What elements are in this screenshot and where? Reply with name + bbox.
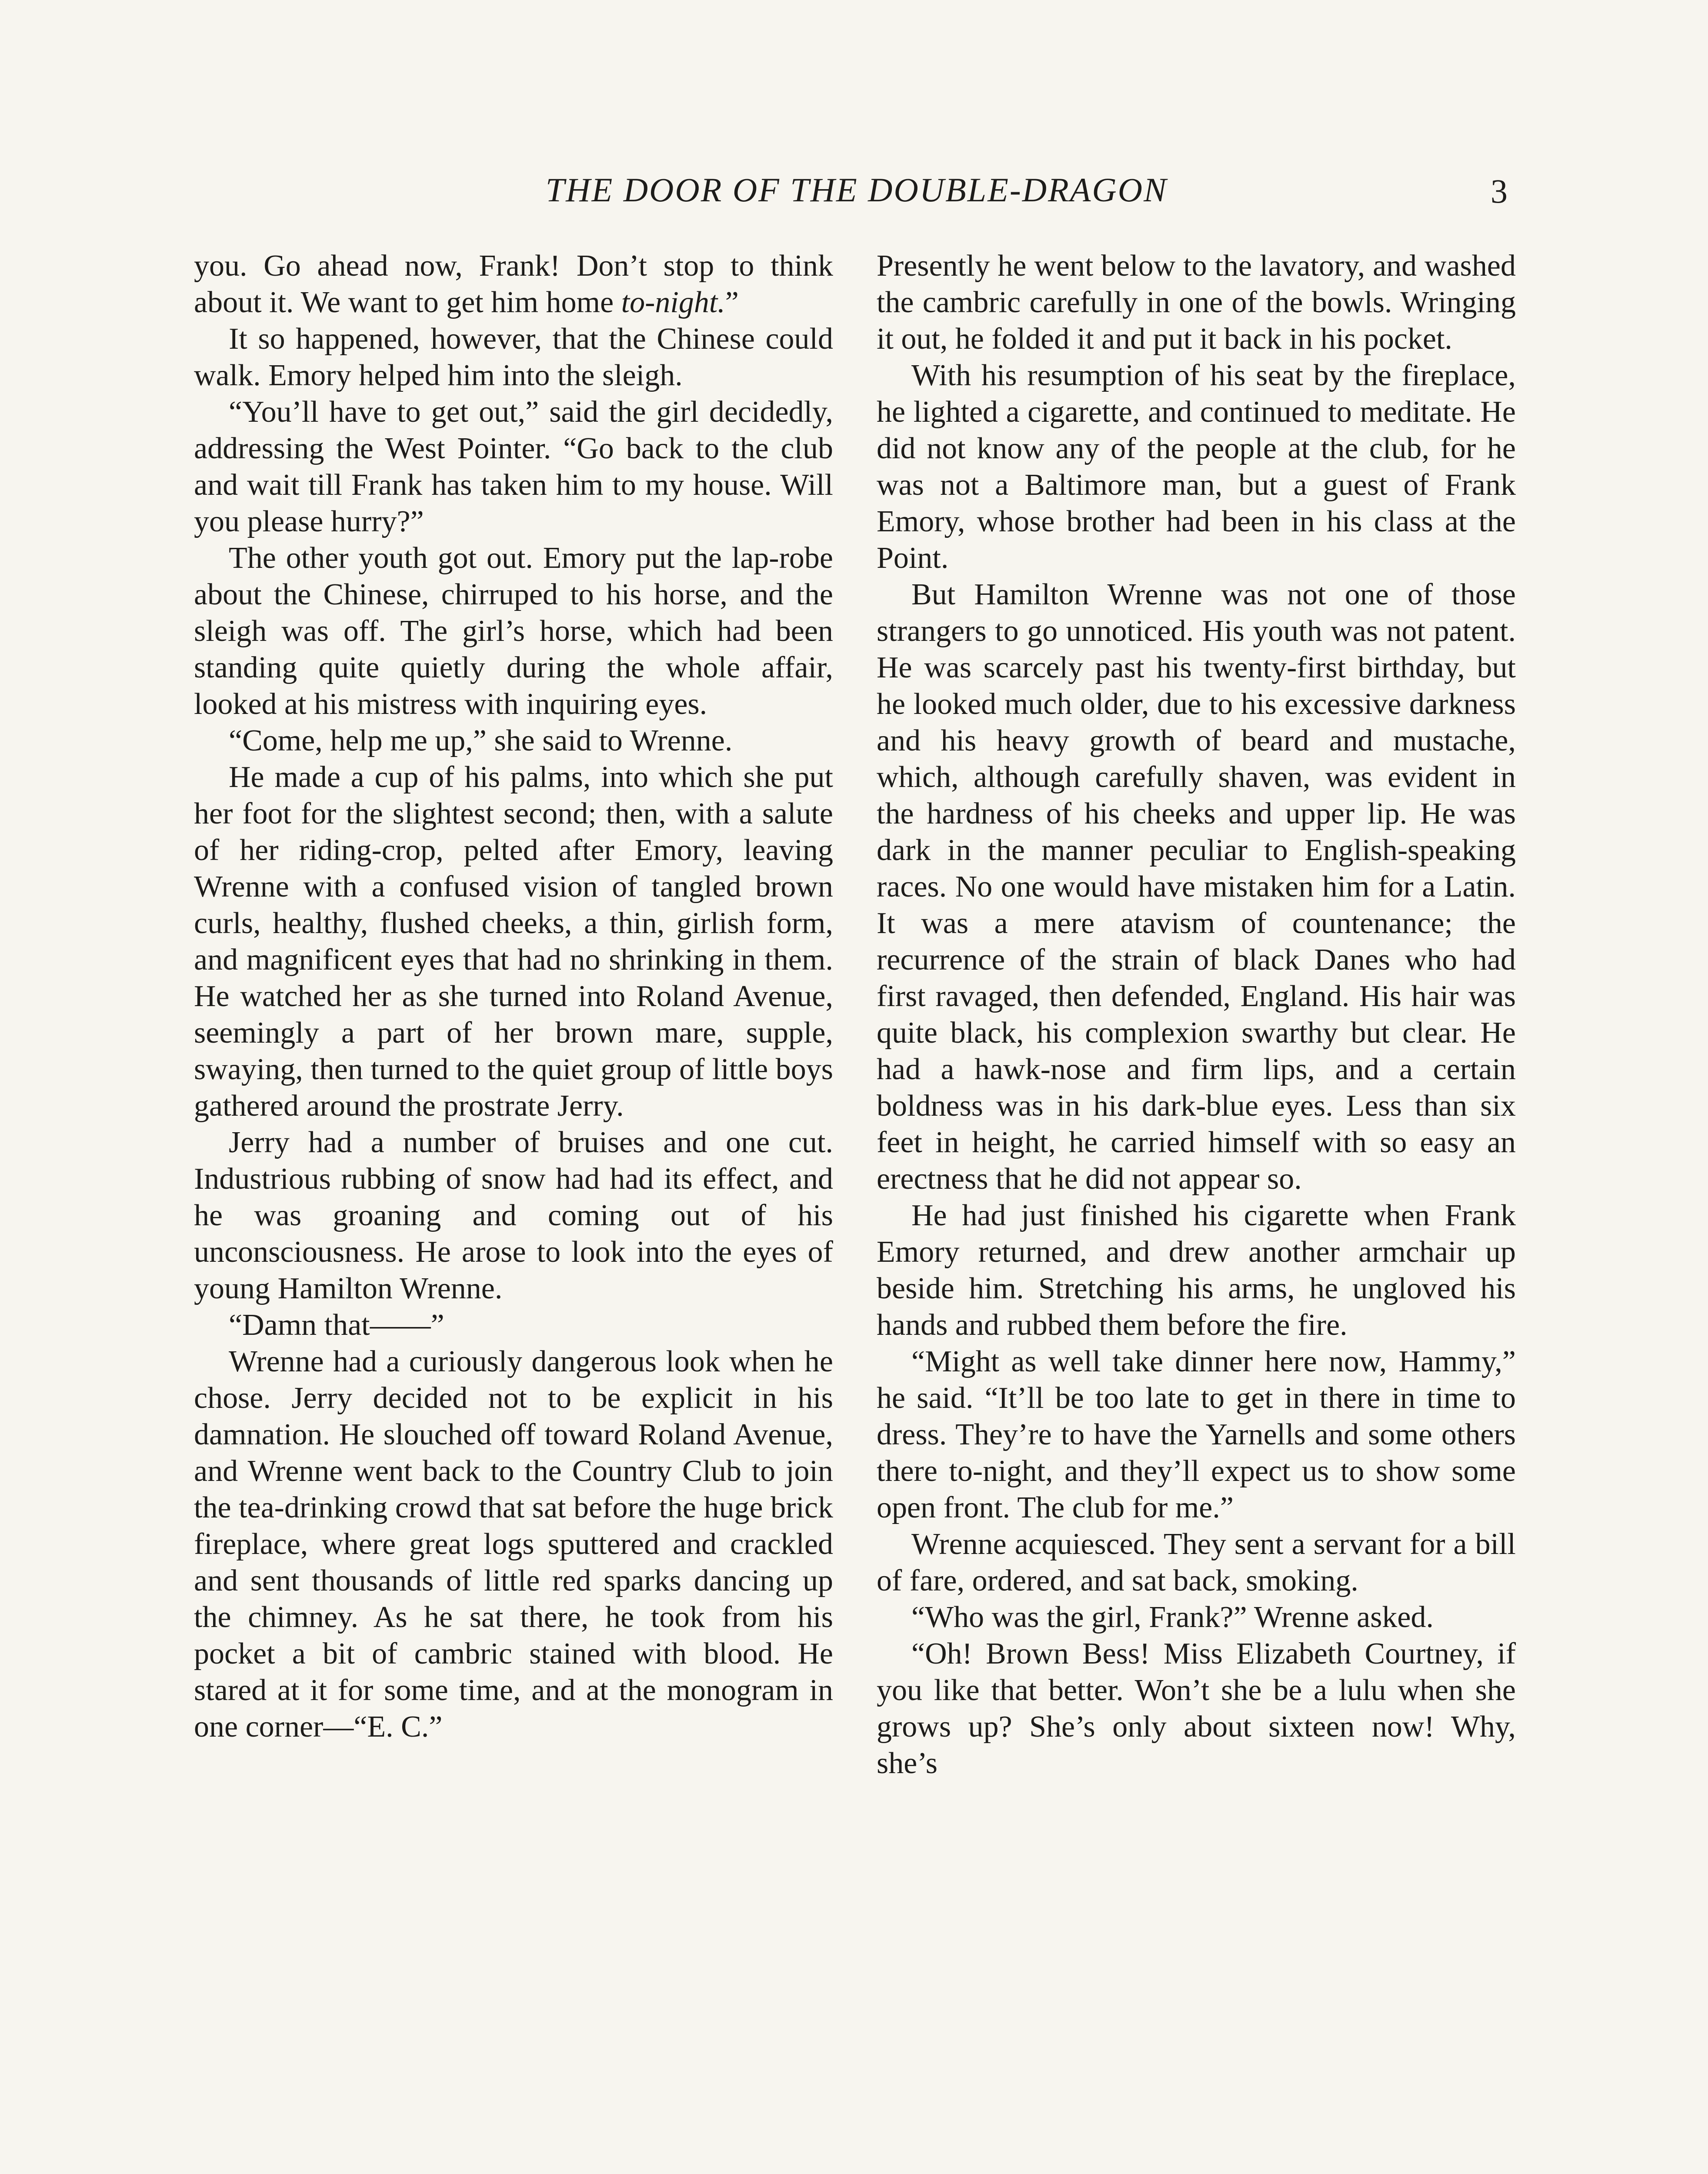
left-column [194, 248, 833, 1745]
right-column [877, 248, 1516, 1782]
paragraph: He made a cup of his palms, into which she put her foot for the slightest second; then, with a salute of her riding-crop, pelted after Emory, leaving Wrenne with a confused vision of tangled brown curls, healthy, flushed cheeks, a thin, girlish form, and magnificent eyes that had no shrinking in them. He watched her as she turned into Roland Avenue, seemingly a part of her brown mare, supple, swaying, then turned to the quiet group of little boys gathered around the prostrate Jerry. [194, 760, 833, 1123]
paragraph: “Damn that——” [229, 1308, 444, 1342]
paragraph: Wrenne had a curiously dangerous look when he chose. Jerry decided not to be explicit in his damnation. He slouched off toward Roland Avenue, and Wrenne went back to the Country Club to join the tea-drinking crowd that sat before the huge brick fireplace, where great logs sputtered and crackled and sent thousands of little red sparks dancing up the chimney. As he sat there, he took from his pocket a bit of cambric stained with blood. He stared at it for some time, and at the monogram in one corner—“E. C.” [194, 1345, 833, 1744]
paragraph: “You’ll have to get out,” said the girl decidedly, addressing the West Pointer. “Go back to the club and wait till Frank has taken him to my house. Will you please hurry?” [194, 395, 833, 538]
paragraph: “Come, help me up,” she said to Wrenne. [229, 724, 733, 757]
paragraph: It so happened, however, that the Chinese could walk. Emory helped him into the sleigh. [194, 322, 833, 392]
paragraph: With his resumption of his seat by the fireplace, he lighted a cigarette, and continued to meditate. He did not know any of the people at the club, for he was not a Baltimore man, but a guest of Frank Emory, whose brother had been in his class at the Point. [877, 359, 1516, 575]
paragraph: Wrenne acquiesced. They sent a servant for a bill of fare, ordered, and sat back, smoking. [877, 1527, 1516, 1597]
page-number: 3 [1491, 172, 1508, 210]
paragraph: “Might as well take dinner here now, Hammy,” he said. “It’ll be too late to get in there in time to dress. They’re to have the Yarnells and some others there to-night, and they’ll expect us to show some open front. The club for me.” [877, 1345, 1516, 1524]
paragraph: Presently he went below to the lavatory, and washed the cambric carefully in one of the bowls. Wringing it out, he folded it and put it back in his pocket. [877, 249, 1516, 356]
paragraph [194, 248, 833, 321]
paragraph: “Oh! Brown Bess! Miss Elizabeth Courtney, if you like that better. Won’t she be a lulu when she grows up? She’s only about sixteen now! Why, she’s [877, 1637, 1516, 1780]
italic-text: to-night. [621, 286, 725, 319]
closing-quote: ” [725, 286, 739, 319]
paragraph: But Hamilton Wrenne was not one of those strangers to go unnoticed. His youth was not patent. He was scarcely past his twenty-first birthday, but he looked much older, due to his excessive darkness and his heavy growth of beard and mustache, which, although carefully shaven, was evident in the hardness of his cheeks and upper lip. He was dark in the manner peculiar to English-speaking races. No one would have mistaken him for a Latin. It was a mere atavism of countenance; the recurrence of the strain of black Danes who had first ravaged, then defended, England. His hair was quite black, his complexion swarthy but clear. He had a hawk-nose and firm lips, and a certain boldness was in his dark-blue eyes. Less than six feet in height, he carried himself with so easy an erectness that he did not appear so. [877, 578, 1516, 1196]
paragraph-text: you. Go ahead now, Frank! Don’t stop to think about it. We want to get him home [194, 249, 833, 319]
paragraph: “Who was the girl, Frank?” Wrenne asked. [911, 1600, 1434, 1634]
paragraph: The other youth got out. Emory put the lap-robe about the Chinese, chirruped to his horse, and the sleigh was off. The girl’s horse, which had been standing quite quietly during the whole affair, looked at his mistress with inquiring eyes. [194, 541, 833, 721]
running-title: THE DOOR OF THE DOUBLE-DRAGON [545, 171, 1168, 209]
paragraph: Jerry had a number of bruises and one cut. Industrious rubbing of snow had had its effect, and he was groaning and coming out of his unconsciousness. He arose to look into the eyes of young Hamilton Wrenne. [194, 1126, 833, 1305]
paragraph: He had just finished his cigarette when Frank Emory returned, and drew another armchair up beside him. Stretching his arms, he ungloved his hands and rubbed them before the fire. [877, 1199, 1516, 1342]
